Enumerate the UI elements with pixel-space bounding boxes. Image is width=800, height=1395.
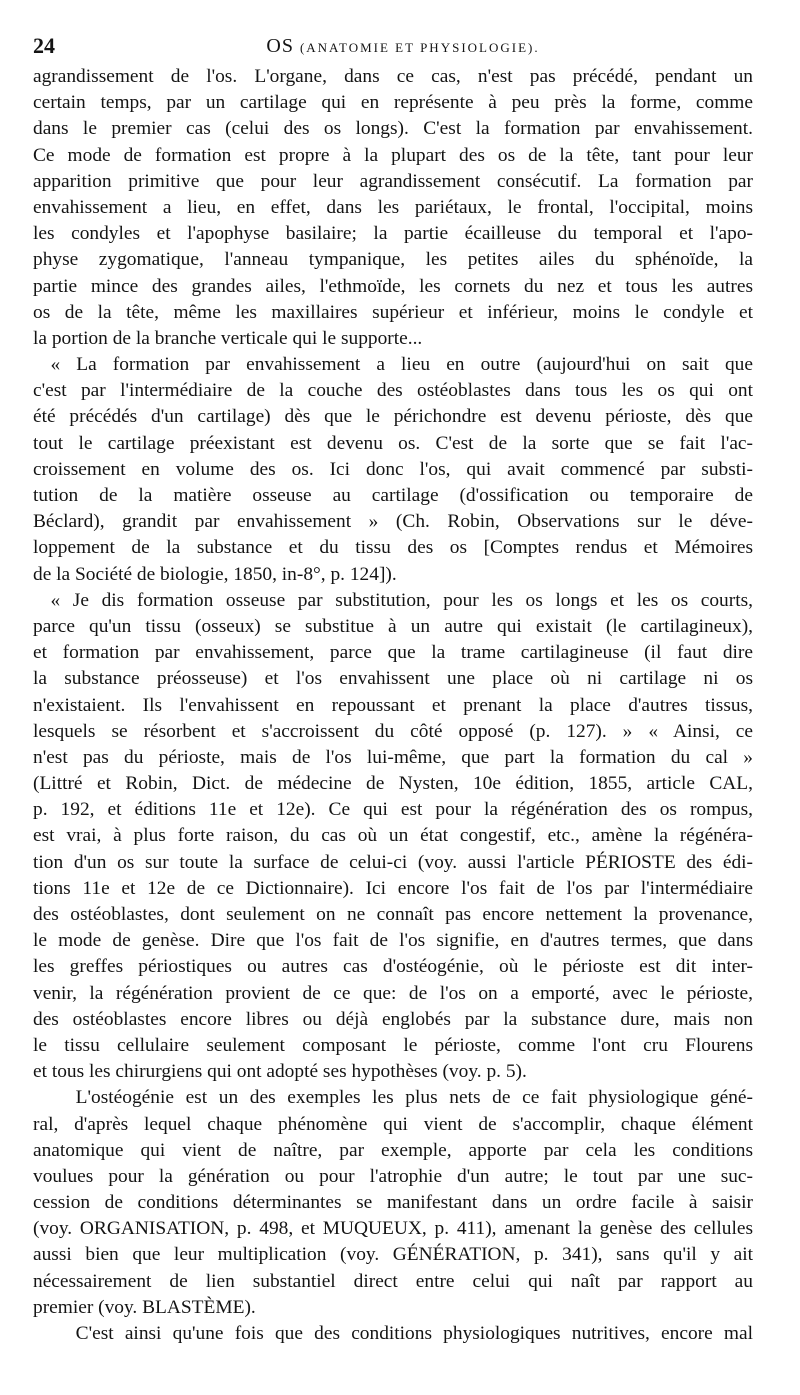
running-header	[33, 30, 773, 62]
text-line: tout le cartilage préexistant est devenu os. C'est de la sorte que se fait l'ac-	[33, 432, 753, 454]
text-line: certain temps, par un cartilage qui en représente à peu près la forme, comme	[33, 92, 753, 114]
text-line: apparition primitive que pour leur agrandissement consécutif. La formation par	[33, 170, 753, 192]
text-line: voulues pour la génération ou pour l'atrophie d'un autre; le tout par une suc-	[33, 1165, 753, 1187]
text-line: Béclard), grandit par envahissement » (Ch. Robin, Observations sur le déve-	[33, 511, 753, 533]
text-line: des ostéoblastes encore libres ou déjà englobés par la substance dure, mais non	[33, 1008, 753, 1030]
text-line: et formation par envahissement, parce que la trame cartilagineuse (il faut dire	[33, 642, 753, 664]
text-line: lesquels se résorbent et s'accroissent du côté opposé (p. 127). » « Ainsi, ce	[33, 720, 753, 742]
text-line: physe zygomatique, l'anneau tympanique, les petites ailes du sphénoïde, la	[33, 249, 753, 271]
text-line: Ce mode de formation est propre à la plupart des os de la tête, tant pour leur	[33, 144, 753, 166]
text-line: parce qu'un tissu (osseux) se substitue à un autre qui existait (le cartilagineux),	[33, 615, 753, 637]
text-line: la portion de la branche verticale qui le supporte...	[33, 327, 423, 349]
text-line: « Je dis formation osseuse par substitution, pour les os longs et les os courts,	[50, 589, 753, 611]
text-line: et tous les chirurgiens qui ont adopté ses hypothèses (voy. p. 5).	[33, 1061, 527, 1083]
text-line: envahissement a lieu, en effet, dans les pariétaux, le frontal, l'occipital, moins	[33, 196, 753, 218]
text-line: agrandissement de l'os. L'organe, dans ce cas, n'est pas précédé, pendant un	[33, 66, 753, 87]
text-line: tions 11e et 12e de ce Dictionnaire). Ici encore l'os fait de l'os par l'intermédiaire	[33, 877, 753, 899]
text-line: le mode de genèse. Dire que l'os fait de l'os signifie, en d'autres termes, que dans	[33, 930, 753, 952]
text-line: (voy. ORGANISATION, p. 498, et MUQUEUX, p. 411), amenant la genèse des cellules	[33, 1218, 753, 1240]
text-line: n'existaient. Ils l'envahissent en repoussant et prenant la place d'autres tissus,	[33, 694, 753, 716]
text-line: n'est pas du périoste, mais de l'os lui-même, que part la formation du cal »	[33, 746, 753, 768]
text-line: L'ostéogénie est un des exemples les plus nets de ce fait physiologique géné-	[75, 1087, 753, 1109]
text-line: cession de conditions déterminantes se manifestant dans un ordre facile à saisir	[33, 1192, 753, 1214]
text-line: été précédés d'un cartilage) dès que le périchondre est devenu périoste, dès que	[33, 406, 753, 428]
text-line: tion d'un os sur toute la surface de celui-ci (voy. aussi l'article PÉRIOSTE des édi-	[33, 851, 753, 873]
text-line: tution de la matière osseuse au cartilage (d'ossification ou temporaire de	[33, 485, 753, 506]
text-line: loppement de la substance et du tissu des os [Comptes rendus et Mémoires	[33, 537, 753, 559]
text-line: c'est par l'intermédiaire de la couche des ostéoblastes dans tous les os qui ont	[33, 380, 753, 402]
text-line: C'est ainsi qu'une fois que des conditions physiologiques nutritives, encore mal	[75, 1323, 753, 1344]
text-line: dans le premier cas (celui des os longs). C'est la formation par envahissement.	[33, 118, 753, 140]
text-line: de la Société de biologie, 1850, in-8°, p. 124]).	[33, 563, 397, 585]
running-title	[33, 30, 773, 64]
text-line: nécessairement de lien substantiel direct entre celui qui naît par rapport au	[33, 1270, 753, 1292]
text-line: le tissu cellulaire seulement composant le périoste, comme l'ont cru Flourens	[33, 1034, 753, 1056]
text-line: venir, la régénération provient de ce que: de l'os on a emporté, avec le périoste,	[33, 982, 753, 1004]
text-line: (Littré et Robin, Dict. de médecine de Nysten, 10e édition, 1855, article CAL,	[33, 773, 753, 795]
text-line: ral, d'après lequel chaque phénomène qui vient de s'accomplir, chaque élément	[33, 1113, 753, 1135]
text-line: partie mince des grandes ailes, l'ethmoïde, les cornets du nez et tous les autres	[33, 275, 753, 297]
running-title-main: OS	[266, 35, 294, 57]
text-line: les greffes périostiques ou autres cas d'ostéogénie, où le périoste est dit inter-	[33, 956, 753, 978]
text-line: p. 192, et éditions 11e et 12e). Ce qui est pour la régénération des os rompus,	[33, 799, 753, 821]
text-line: premier (voy. BLASTÈME).	[33, 1296, 256, 1318]
text-line: « La formation par envahissement a lieu en outre (aujourd'hui on sait que	[50, 354, 753, 376]
text-line: os de la tête, même les maxillaires supérieur et inférieur, moins le condyle et	[33, 301, 753, 323]
text-line: est vrai, à plus forte raison, du cas où un état congestif, etc., amène la régénéra-	[33, 825, 753, 847]
text-line: des ostéoblastes, dont seulement on ne connaît pas encore nettement la provenance,	[33, 904, 753, 925]
running-title-sub: (ANATOMIE ET PHYSIOLOGIE).	[299, 40, 540, 55]
text-line: les condyles et l'apophyse basilaire; la partie écailleuse du temporal et l'apo-	[33, 223, 753, 245]
text-line: aussi bien que leur multiplication (voy. GÉNÉRATION, p. 341), sans qu'il y ait	[33, 1244, 753, 1266]
text-line: anatomique qui vient de naître, par exemple, apporte par cela les conditions	[33, 1139, 753, 1161]
body-text	[33, 64, 753, 1347]
page-number: 24	[33, 33, 55, 58]
text-line: croissement en volume des os. Ici donc l'os, qui avait commencé par substi-	[33, 458, 753, 480]
text-line: la substance préosseuse) et l'os envahissent une place où ni cartilage ni os	[33, 668, 753, 690]
